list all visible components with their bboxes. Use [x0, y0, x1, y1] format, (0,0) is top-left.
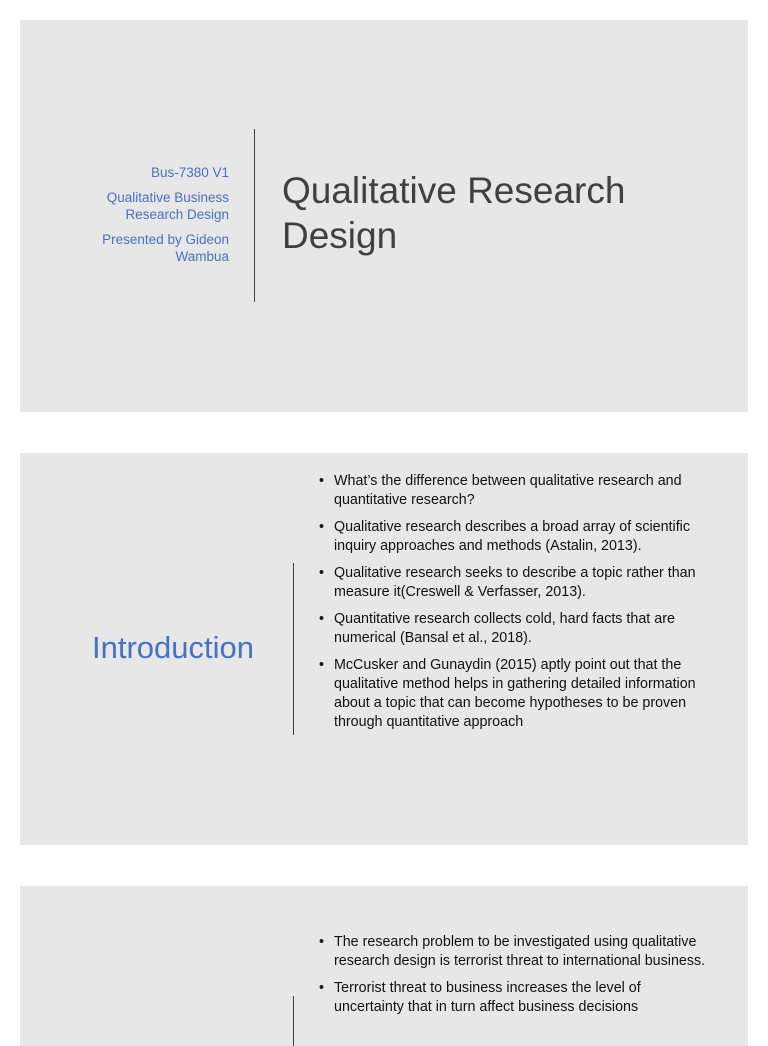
- vertical-divider: [254, 129, 255, 302]
- presenter: Presented by Gideon Wambua: [102, 232, 229, 264]
- slide-title: [20, 20, 748, 412]
- course-info: [59, 164, 229, 273]
- course-name: Qualitative Business Research Design: [106, 190, 229, 222]
- course-code: Bus-7380 V1: [150, 165, 229, 180]
- bullet-item: • McCusker and Gunaydin (2015) aptly point out that the qualitative method helps in gathering detailed information about a topic that can become hypotheses to be proven through quantitative approach: [318, 656, 713, 732]
- bullet-list: [318, 933, 713, 1025]
- bullet-item: • Qualitative research describes a broad array of scientific inquiry approaches and methods (Astalin, 2013).: [318, 518, 713, 556]
- slide-title-text: Qualitative Research Design: [282, 170, 626, 256]
- bullet-list: [318, 472, 713, 740]
- section-heading: Introduction: [92, 630, 254, 665]
- bullet-item: • Terrorist threat to business increases the level of uncertainty that in turn affect business decisions: [318, 979, 713, 1017]
- slide-introduction: [20, 453, 748, 845]
- vertical-divider: [293, 996, 294, 1046]
- slide-research-problem: [20, 886, 748, 1046]
- bullet-item: • What’s the difference between qualitative research and quantitative research?: [318, 472, 713, 510]
- bullet-item: • The research problem to be investigated using qualitative research design is terrorist threat to international business.: [318, 933, 713, 971]
- bullet-item: • Qualitative research seeks to describe a topic rather than measure it(Creswell & Verfasser, 2013).: [318, 564, 713, 602]
- vertical-divider: [293, 563, 294, 735]
- bullet-item: • Quantitative research collects cold, hard facts that are numerical (Bansal et al., 2018).: [318, 610, 713, 648]
